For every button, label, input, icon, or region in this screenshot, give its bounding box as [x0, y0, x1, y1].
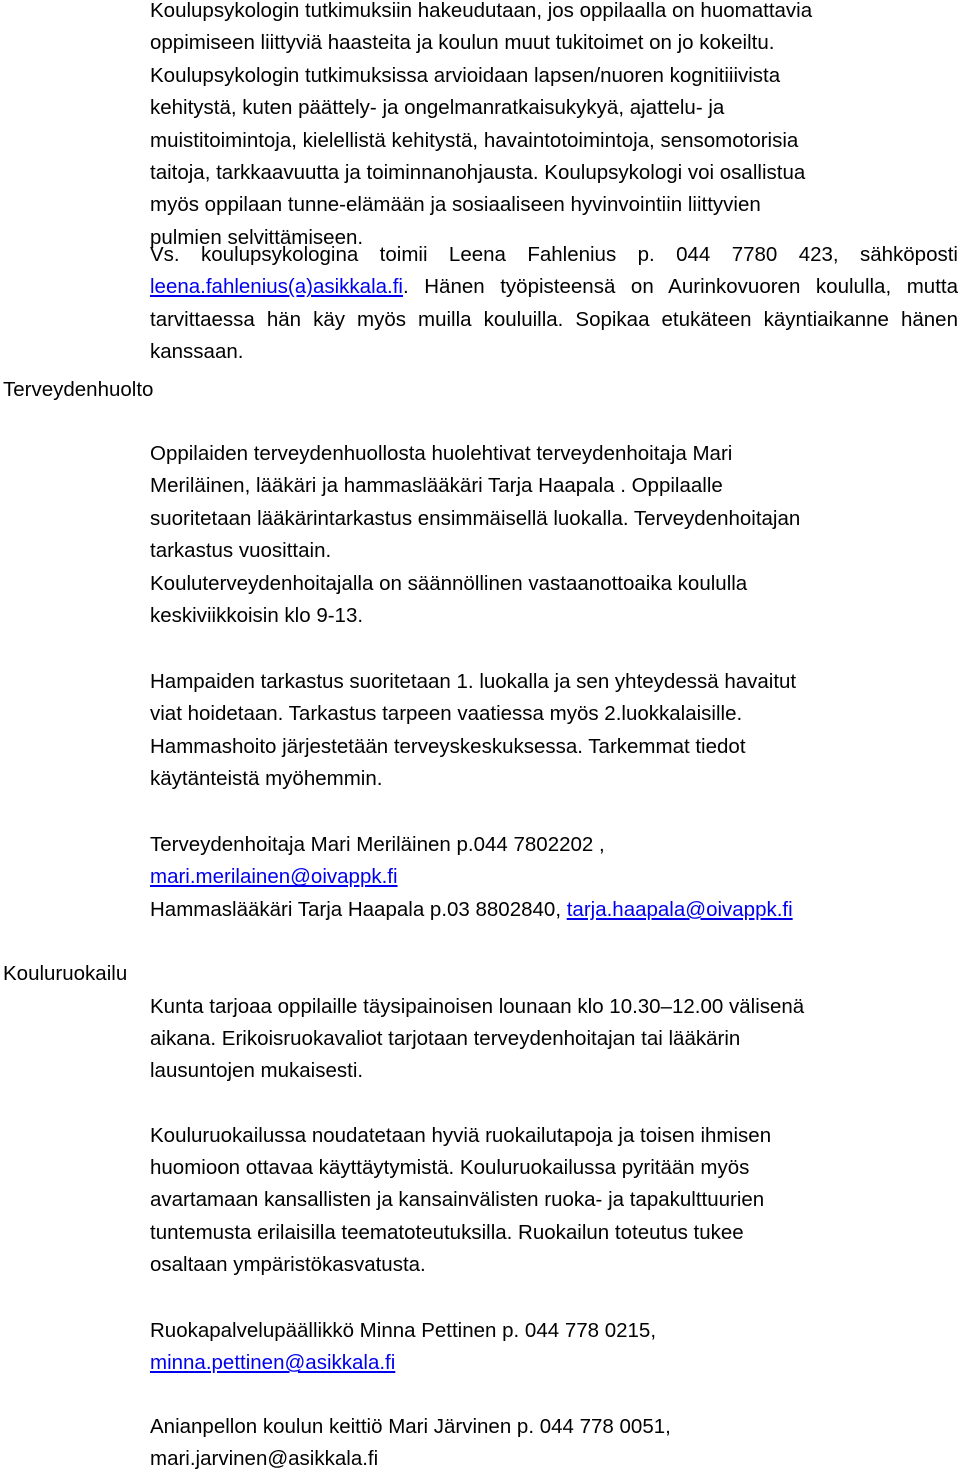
text-line: kehitystä, kuten päättely- ja ongelmanratkaisukykyä, ajattelu- ja: [150, 96, 725, 120]
section-label-terveydenhuolto: Terveydenhuolto: [3, 378, 154, 401]
school-psychologist-contact: [150, 239, 958, 369]
text-line: Oppilaiden terveydenhuollosta huolehtivat terveydenhoitaja Mari: [150, 442, 733, 465]
dental-paragraph: [150, 666, 958, 796]
text-line: viat hoidetaan. Tarkastus tarpeen vaatiessa myös 2.luokkalaisille.: [150, 702, 743, 726]
dentist-contact-text: Hammaslääkäri Tarja Haapala p.03 8802840,: [150, 897, 567, 921]
dining-culture-paragraph: [150, 1120, 958, 1281]
manager-contact: Ruokapalvelupäällikkö Minna Pettinen p. 044 778 0215,: [150, 1319, 657, 1342]
text-line: osaltaan ympäristökasvatusta.: [150, 1252, 426, 1276]
text-line: Kunta tarjoaa oppilaille täysipainoisen lounaan klo 10.30–12.00 välisenä: [150, 995, 805, 1018]
koulupsykologi-paragraph: [150, 0, 958, 254]
food-service-manager-contact: [150, 1315, 958, 1379]
healthcare-contacts: [150, 829, 958, 926]
text-line: lausuntojen mukaisesti.: [150, 1059, 364, 1083]
kitchen-contact: [150, 1411, 958, 1475]
section-label-kouluruokailu: Kouluruokailu: [3, 962, 128, 985]
dentist-contact: [150, 894, 958, 926]
text-line: tuntemusta erilaisilla teematoteutuksilla. Ruokailun toteutus tukee: [150, 1220, 744, 1244]
kitchen-contact-text: Anianpellon koulun keittiö Mari Järvinen p. 044 778 0051,: [150, 1415, 671, 1438]
kitchen-email: mari.jarvinen@asikkala.fi: [150, 1447, 379, 1471]
text-line: Meriläinen, lääkäri ja hammaslääkäri Tarja Haapala . Oppilaalle: [150, 474, 723, 498]
text-line: myös oppilaan tunne-elämään ja sosiaaliseen hyvinvointiin liittyvien: [150, 193, 761, 217]
contact-text: . Hänen työpisteensä on Aurinkovuoren koululla, mutta tarvittaessa hän käy myös muilla kouluilla. Sopikaa etukäteen käyntiaikanne hänen kanssaan.: [150, 275, 958, 364]
text-line: avartamaan kansallisten ja kansainvälisten ruoka- ja tapakulttuurien: [150, 1188, 765, 1212]
contact-text: Vs. koulupsykologina toimii Leena Fahlenius p. 044 7780 423, sähköposti: [150, 243, 958, 266]
text-line: huomioon ottavaa käyttäytymistä. Kouluruokailussa pyritään myös: [150, 1156, 750, 1180]
text-line: Kouluterveydenhoitajalla on säännöllinen vastaanottoaika koululla: [150, 571, 748, 595]
text-line: suoritetaan lääkärintarkastus ensimmäisellä luokalla. Terveydenhoitajan: [150, 506, 801, 530]
text-line: Koulupsykologin tutkimuksiin hakeudutaan, jos oppilaalla on huomattavia: [150, 0, 813, 22]
healthcare-paragraph: [150, 438, 958, 632]
text-line: oppimiseen liittyviä haasteita ja koulun muut tukitoimet on jo kokeiltu.: [150, 31, 775, 55]
text-line: muistitoimintoja, kielellistä kehitystä, havaintotoimintoja, sensomotorisia: [150, 128, 799, 152]
school-lunch-paragraph: [150, 991, 958, 1088]
text-line: keskiviikkoisin klo 9-13.: [150, 604, 364, 628]
nurse-contact: Terveydenhoitaja Mari Meriläinen p.044 7802202 ,: [150, 833, 605, 856]
text-line: tarkastus vuosittain.: [150, 539, 332, 563]
psychologist-email-link[interactable]: leena.fahlenius(a)asikkala.fi: [150, 275, 403, 299]
manager-email-link[interactable]: minna.pettinen@asikkala.fi: [150, 1351, 396, 1375]
text-line: pulmien selvittämiseen.: [150, 225, 364, 249]
text-line: aikana. Erikoisruokavaliot tarjotaan terveydenhoitajan tai lääkärin: [150, 1027, 741, 1051]
text-line: Hampaiden tarkastus suoritetaan 1. luokalla ja sen yhteydessä havaitut: [150, 670, 797, 693]
nurse-email-link[interactable]: mari.merilainen@oivappk.fi: [150, 865, 398, 889]
text-line: käytänteistä myöhemmin.: [150, 767, 383, 791]
text-line: Koulupsykologin tutkimuksissa arvioidaan lapsen/nuoren kognitiiivista: [150, 63, 781, 87]
text-line: taitoja, tarkkaavuutta ja toiminnanohjausta. Koulupsykologi voi osallistua: [150, 161, 806, 185]
dentist-email-link[interactable]: tarja.haapala@oivappk.fi: [566, 897, 793, 921]
text-line: Hammashoito järjestetään terveyskeskuksessa. Tarkemmat tiedot: [150, 734, 746, 758]
text-line: Kouluruokailussa noudatetaan hyviä ruokailutapoja ja toisen ihmisen: [150, 1124, 772, 1147]
